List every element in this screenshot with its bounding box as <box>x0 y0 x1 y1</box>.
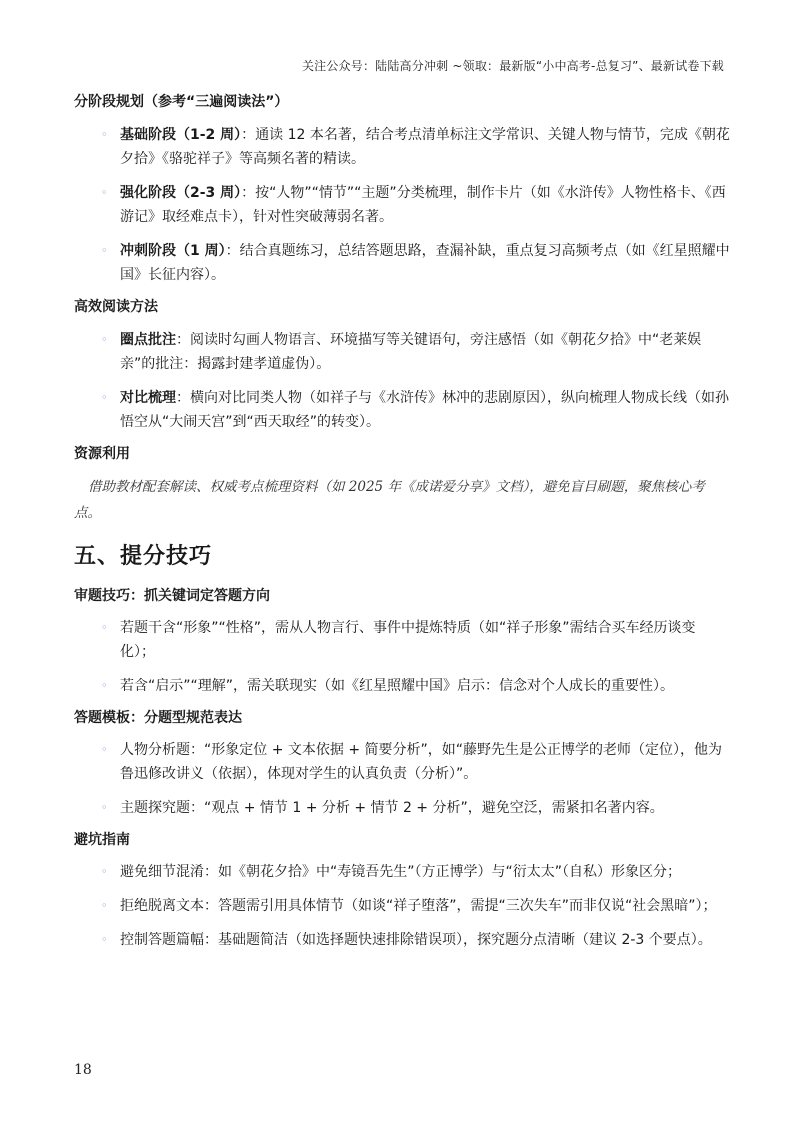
stage-plan-heading: 分阶段规划（参考“三遍阅读法”） <box>74 94 289 110</box>
item-text: ：横向对比同类人物（如祥子与《水浒传》林冲的悲剧原因），纵向梳理人物成长线（如孙悟空从“大闹天宫”到“西天取经”的转变）。 <box>120 390 729 430</box>
avoid-pitfalls-heading: 避坑指南 <box>74 832 130 848</box>
bullet-icon: ◦ <box>101 679 108 692</box>
bullet-icon: ◦ <box>101 621 108 634</box>
list-item <box>74 796 730 820</box>
list-item <box>74 386 730 434</box>
answer-template-list <box>74 738 730 820</box>
item-text: 人物分析题：“形象定位 + 文本依据 + 简要分析”，如“藤野先生是公正博学的老师（定位），他为鲁迅修改讲义（依据），体现对学生的认真负责（分析）”。 <box>120 742 723 782</box>
review-skill-heading: 审题技巧：抓关键词定答题方向 <box>74 588 270 604</box>
resource-paragraph: 借助教材配套解读、权威考点梳理资料（如 2025 年《成诺爱分享》文档），避免盲目刷题，聚焦核心考点。 <box>74 479 705 521</box>
list-item <box>74 738 730 786</box>
item-text: 若含“启示”“理解”，需关联现实（如《红星照耀中国》启示：信念对个人成长的重要性）。 <box>120 678 675 694</box>
list-item <box>74 928 730 952</box>
answer-template-heading: 答题模板：分题型规范表达 <box>74 710 242 726</box>
bullet-icon: ◦ <box>101 865 108 878</box>
reading-method-list <box>74 328 730 434</box>
bullet-icon: ◦ <box>101 128 108 141</box>
list-item <box>74 328 730 376</box>
item-label: 圈点批注 <box>120 332 176 348</box>
list-item <box>74 860 730 884</box>
bullet-icon: ◦ <box>101 743 108 756</box>
bullet-icon: ◦ <box>101 333 108 346</box>
item-label: 强化阶段（2-3 周） <box>120 185 242 201</box>
stage-plan-list <box>74 123 730 287</box>
document-body <box>74 92 730 962</box>
item-text: 拒绝脱离文本：答题需引用具体情节（如谈“祥子堕落”，需提“三次失车”而非仅说“社会黑暗”）； <box>120 898 717 914</box>
bullet-icon: ◦ <box>101 391 108 404</box>
bullet-icon: ◦ <box>101 244 108 257</box>
item-text: ：按“人物”“情节”“主题”分类梳理，制作卡片（如《水浒传》人物性格卡、《西游记》取经难点卡），针对性突破薄弱名著。 <box>120 185 726 225</box>
list-item <box>74 123 730 171</box>
bullet-icon: ◦ <box>101 933 108 946</box>
item-text: ：阅读时勾画人物语言、环境描写等关键语句，旁注感悟（如《朝花夕拾》中“老莱娱亲”的批注：揭露封建孝道虚伪）。 <box>120 332 702 372</box>
bullet-icon: ◦ <box>101 801 108 814</box>
list-item <box>74 616 730 664</box>
item-text: 避免细节混淆：如《朝花夕拾》中“寿镜吾先生”（方正博学）与“衍太太”（自私）形象区分； <box>120 864 682 880</box>
page-number: 18 <box>74 1062 92 1078</box>
item-label: 冲刺阶段（1 周） <box>120 243 226 259</box>
bullet-icon: ◦ <box>101 899 108 912</box>
list-item <box>74 674 730 698</box>
bullet-icon: ◦ <box>101 186 108 199</box>
list-item <box>74 894 730 918</box>
page-header: 关注公众号：陆陆高分冲刺 ~领取：最新版“小中高考-总复习”、最新试卷下载 <box>301 59 724 73</box>
section-heading-tips: 五、提分技巧 <box>74 544 213 569</box>
item-text: ：通读 12 本名著，结合考点清单标注文学常识、关键人物与情节，完成《朝花夕拾》《骆驼祥子》等高频名著的精读。 <box>120 127 730 167</box>
list-item <box>74 239 730 287</box>
reading-method-heading: 高效阅读方法 <box>74 299 158 315</box>
review-skill-list <box>74 616 730 698</box>
item-label: 对比梳理 <box>120 390 176 406</box>
item-text: 控制答题篇幅：基础题简洁（如选择题快速排除错误项），探究题分点清晰（建议 2-3 个要点）。 <box>120 932 712 948</box>
item-text: ：结合真题练习，总结答题思路，查漏补缺，重点复习高频考点（如《红星照耀中国》长征内容）。 <box>120 243 730 283</box>
avoid-pitfalls-list <box>74 860 730 952</box>
list-item <box>74 181 730 229</box>
item-label: 基础阶段（1-2 周） <box>120 127 242 143</box>
resource-heading: 资源利用 <box>74 446 130 462</box>
item-text: 若题干含“形象”“性格”，需从人物言行、事件中提炼特质（如“祥子形象”需结合买车经历谈变化）； <box>120 620 696 660</box>
item-text: 主题探究题：“观点 + 情节 1 + 分析 + 情节 2 + 分析”，避免空泛，需紧扣名著内容。 <box>120 800 664 816</box>
